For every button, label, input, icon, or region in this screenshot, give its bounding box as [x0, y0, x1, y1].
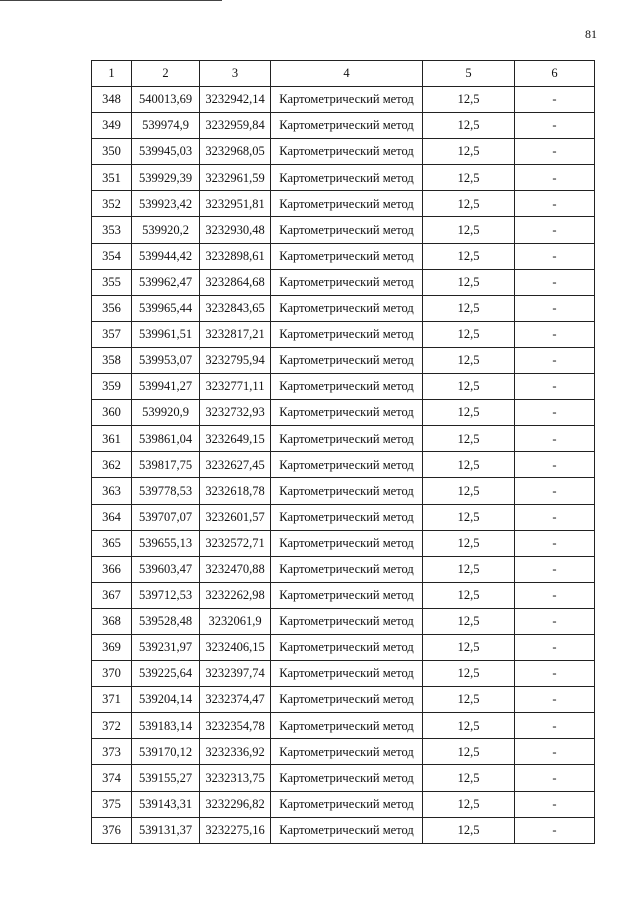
point-number-cell: 371 [92, 687, 132, 713]
note-cell: - [515, 765, 595, 791]
table-row [92, 87, 595, 113]
point-number-cell: 355 [92, 269, 132, 295]
method-cell: Картометрический метод [271, 739, 423, 765]
accuracy-cell: 12,5 [423, 165, 515, 191]
note-cell: - [515, 269, 595, 295]
y-coordinate-cell: 3232618,78 [200, 478, 271, 504]
x-coordinate-cell: 539204,14 [132, 687, 200, 713]
y-coordinate-cell: 3232930,48 [200, 217, 271, 243]
x-coordinate-cell: 539974,9 [132, 113, 200, 139]
table-row [92, 191, 595, 217]
table-row [92, 791, 595, 817]
method-cell: Картометрический метод [271, 556, 423, 582]
point-number-cell: 360 [92, 400, 132, 426]
point-number-cell: 357 [92, 321, 132, 347]
y-coordinate-cell: 3232572,71 [200, 530, 271, 556]
note-cell: - [515, 191, 595, 217]
method-cell: Картометрический метод [271, 504, 423, 530]
x-coordinate-cell: 539528,48 [132, 608, 200, 634]
y-coordinate-cell: 3232732,93 [200, 400, 271, 426]
x-coordinate-cell: 539603,47 [132, 556, 200, 582]
y-coordinate-cell: 3232397,74 [200, 661, 271, 687]
x-coordinate-cell: 539655,13 [132, 530, 200, 556]
note-cell: - [515, 739, 595, 765]
x-coordinate-cell: 539962,47 [132, 269, 200, 295]
point-number-cell: 375 [92, 791, 132, 817]
table-row [92, 165, 595, 191]
y-coordinate-cell: 3232313,75 [200, 765, 271, 791]
accuracy-cell: 12,5 [423, 661, 515, 687]
accuracy-cell: 12,5 [423, 400, 515, 426]
x-coordinate-cell: 539131,37 [132, 817, 200, 843]
point-number-cell: 365 [92, 530, 132, 556]
table-row [92, 504, 595, 530]
method-cell: Картометрический метод [271, 243, 423, 269]
point-number-cell: 376 [92, 817, 132, 843]
y-coordinate-cell: 3232354,78 [200, 713, 271, 739]
note-cell: - [515, 374, 595, 400]
method-cell: Картометрический метод [271, 400, 423, 426]
method-cell: Картометрический метод [271, 634, 423, 660]
accuracy-cell: 12,5 [423, 87, 515, 113]
y-coordinate-cell: 3232951,81 [200, 191, 271, 217]
table-row [92, 608, 595, 634]
accuracy-cell: 12,5 [423, 478, 515, 504]
y-coordinate-cell: 3232961,59 [200, 165, 271, 191]
table-row [92, 374, 595, 400]
note-cell: - [515, 295, 595, 321]
note-cell: - [515, 504, 595, 530]
x-coordinate-cell: 539143,31 [132, 791, 200, 817]
accuracy-cell: 12,5 [423, 530, 515, 556]
point-number-cell: 370 [92, 661, 132, 687]
x-coordinate-cell: 539861,04 [132, 426, 200, 452]
table-row [92, 556, 595, 582]
y-coordinate-cell: 3232296,82 [200, 791, 271, 817]
accuracy-cell: 12,5 [423, 217, 515, 243]
x-coordinate-cell: 539961,51 [132, 321, 200, 347]
table-row [92, 765, 595, 791]
accuracy-cell: 12,5 [423, 791, 515, 817]
column-header: 5 [423, 61, 515, 87]
note-cell: - [515, 634, 595, 660]
y-coordinate-cell: 3232817,21 [200, 321, 271, 347]
table-row [92, 582, 595, 608]
x-coordinate-cell: 539817,75 [132, 452, 200, 478]
x-coordinate-cell: 539170,12 [132, 739, 200, 765]
point-number-cell: 354 [92, 243, 132, 269]
table-row [92, 321, 595, 347]
note-cell: - [515, 426, 595, 452]
note-cell: - [515, 661, 595, 687]
table-row [92, 452, 595, 478]
method-cell: Картометрический метод [271, 139, 423, 165]
table-row [92, 243, 595, 269]
point-number-cell: 373 [92, 739, 132, 765]
note-cell: - [515, 347, 595, 373]
point-number-cell: 361 [92, 426, 132, 452]
point-number-cell: 359 [92, 374, 132, 400]
accuracy-cell: 12,5 [423, 269, 515, 295]
table-row [92, 113, 595, 139]
method-cell: Картометрический метод [271, 347, 423, 373]
method-cell: Картометрический метод [271, 817, 423, 843]
table-row [92, 400, 595, 426]
accuracy-cell: 12,5 [423, 582, 515, 608]
table-row [92, 530, 595, 556]
point-number-cell: 356 [92, 295, 132, 321]
accuracy-cell: 12,5 [423, 191, 515, 217]
x-coordinate-cell: 539183,14 [132, 713, 200, 739]
note-cell: - [515, 582, 595, 608]
method-cell: Картометрический метод [271, 321, 423, 347]
y-coordinate-cell: 3232898,61 [200, 243, 271, 269]
accuracy-cell: 12,5 [423, 817, 515, 843]
accuracy-cell: 12,5 [423, 765, 515, 791]
note-cell: - [515, 321, 595, 347]
x-coordinate-cell: 539945,03 [132, 139, 200, 165]
y-coordinate-cell: 3232843,65 [200, 295, 271, 321]
point-number-cell: 367 [92, 582, 132, 608]
accuracy-cell: 12,5 [423, 504, 515, 530]
note-cell: - [515, 87, 595, 113]
x-coordinate-cell: 539155,27 [132, 765, 200, 791]
y-coordinate-cell: 3232627,45 [200, 452, 271, 478]
method-cell: Картометрический метод [271, 87, 423, 113]
method-cell: Картометрический метод [271, 217, 423, 243]
table-row [92, 713, 595, 739]
table-row [92, 217, 595, 243]
y-coordinate-cell: 3232649,15 [200, 426, 271, 452]
method-cell: Картометрический метод [271, 113, 423, 139]
point-number-cell: 348 [92, 87, 132, 113]
note-cell: - [515, 478, 595, 504]
table-row [92, 687, 595, 713]
column-header: 6 [515, 61, 595, 87]
accuracy-cell: 12,5 [423, 634, 515, 660]
point-number-cell: 352 [92, 191, 132, 217]
y-coordinate-cell: 3232061,9 [200, 608, 271, 634]
method-cell: Картометрический метод [271, 165, 423, 191]
accuracy-cell: 12,5 [423, 687, 515, 713]
x-coordinate-cell: 539941,27 [132, 374, 200, 400]
table-row [92, 634, 595, 660]
y-coordinate-cell: 3232470,88 [200, 556, 271, 582]
y-coordinate-cell: 3232968,05 [200, 139, 271, 165]
y-coordinate-cell: 3232771,11 [200, 374, 271, 400]
y-coordinate-cell: 3232795,94 [200, 347, 271, 373]
method-cell: Картометрический метод [271, 269, 423, 295]
x-coordinate-cell: 539225,64 [132, 661, 200, 687]
note-cell: - [515, 817, 595, 843]
note-cell: - [515, 530, 595, 556]
y-coordinate-cell: 3232336,92 [200, 739, 271, 765]
accuracy-cell: 12,5 [423, 426, 515, 452]
x-coordinate-cell: 539707,07 [132, 504, 200, 530]
accuracy-cell: 12,5 [423, 243, 515, 269]
x-coordinate-cell: 539944,42 [132, 243, 200, 269]
x-coordinate-cell: 539953,07 [132, 347, 200, 373]
point-number-cell: 372 [92, 713, 132, 739]
note-cell: - [515, 608, 595, 634]
accuracy-cell: 12,5 [423, 321, 515, 347]
coordinates-table [91, 60, 595, 844]
note-cell: - [515, 165, 595, 191]
method-cell: Картометрический метод [271, 661, 423, 687]
point-number-cell: 369 [92, 634, 132, 660]
column-header: 1 [92, 61, 132, 87]
point-number-cell: 364 [92, 504, 132, 530]
table-row [92, 478, 595, 504]
y-coordinate-cell: 3232275,16 [200, 817, 271, 843]
method-cell: Картометрический метод [271, 530, 423, 556]
accuracy-cell: 12,5 [423, 374, 515, 400]
accuracy-cell: 12,5 [423, 347, 515, 373]
x-coordinate-cell: 539712,53 [132, 582, 200, 608]
table-row [92, 269, 595, 295]
y-coordinate-cell: 3232959,84 [200, 113, 271, 139]
x-coordinate-cell: 539778,53 [132, 478, 200, 504]
table-row [92, 817, 595, 843]
table-row [92, 661, 595, 687]
accuracy-cell: 12,5 [423, 713, 515, 739]
accuracy-cell: 12,5 [423, 295, 515, 321]
x-coordinate-cell: 539929,39 [132, 165, 200, 191]
method-cell: Картометрический метод [271, 582, 423, 608]
note-cell: - [515, 113, 595, 139]
method-cell: Картометрический метод [271, 426, 423, 452]
y-coordinate-cell: 3232374,47 [200, 687, 271, 713]
column-header: 3 [200, 61, 271, 87]
point-number-cell: 374 [92, 765, 132, 791]
y-coordinate-cell: 3232262,98 [200, 582, 271, 608]
note-cell: - [515, 687, 595, 713]
point-number-cell: 366 [92, 556, 132, 582]
accuracy-cell: 12,5 [423, 556, 515, 582]
point-number-cell: 350 [92, 139, 132, 165]
column-header: 2 [132, 61, 200, 87]
method-cell: Картометрический метод [271, 295, 423, 321]
point-number-cell: 349 [92, 113, 132, 139]
note-cell: - [515, 791, 595, 817]
note-cell: - [515, 400, 595, 426]
method-cell: Картометрический метод [271, 191, 423, 217]
point-number-cell: 353 [92, 217, 132, 243]
note-cell: - [515, 556, 595, 582]
column-header: 4 [271, 61, 423, 87]
point-number-cell: 358 [92, 347, 132, 373]
accuracy-cell: 12,5 [423, 739, 515, 765]
point-number-cell: 362 [92, 452, 132, 478]
x-coordinate-cell: 539923,42 [132, 191, 200, 217]
table-row [92, 347, 595, 373]
y-coordinate-cell: 3232864,68 [200, 269, 271, 295]
note-cell: - [515, 452, 595, 478]
note-cell: - [515, 243, 595, 269]
point-number-cell: 363 [92, 478, 132, 504]
x-coordinate-cell: 539920,9 [132, 400, 200, 426]
top-divider-line [0, 0, 222, 1]
y-coordinate-cell: 3232942,14 [200, 87, 271, 113]
table-row [92, 295, 595, 321]
x-coordinate-cell: 539231,97 [132, 634, 200, 660]
note-cell: - [515, 139, 595, 165]
point-number-cell: 368 [92, 608, 132, 634]
point-number-cell: 351 [92, 165, 132, 191]
table-header-row [92, 61, 595, 87]
method-cell: Картометрический метод [271, 374, 423, 400]
x-coordinate-cell: 539965,44 [132, 295, 200, 321]
x-coordinate-cell: 540013,69 [132, 87, 200, 113]
table-row [92, 426, 595, 452]
accuracy-cell: 12,5 [423, 113, 515, 139]
note-cell: - [515, 217, 595, 243]
table-body [92, 61, 595, 844]
method-cell: Картометрический метод [271, 452, 423, 478]
x-coordinate-cell: 539920,2 [132, 217, 200, 243]
y-coordinate-cell: 3232601,57 [200, 504, 271, 530]
accuracy-cell: 12,5 [423, 139, 515, 165]
method-cell: Картометрический метод [271, 713, 423, 739]
table-row [92, 139, 595, 165]
method-cell: Картометрический метод [271, 687, 423, 713]
page-number: 81 [585, 27, 597, 41]
table-row [92, 739, 595, 765]
accuracy-cell: 12,5 [423, 608, 515, 634]
method-cell: Картометрический метод [271, 478, 423, 504]
method-cell: Картометрический метод [271, 608, 423, 634]
y-coordinate-cell: 3232406,15 [200, 634, 271, 660]
method-cell: Картометрический метод [271, 791, 423, 817]
method-cell: Картометрический метод [271, 765, 423, 791]
accuracy-cell: 12,5 [423, 452, 515, 478]
note-cell: - [515, 713, 595, 739]
